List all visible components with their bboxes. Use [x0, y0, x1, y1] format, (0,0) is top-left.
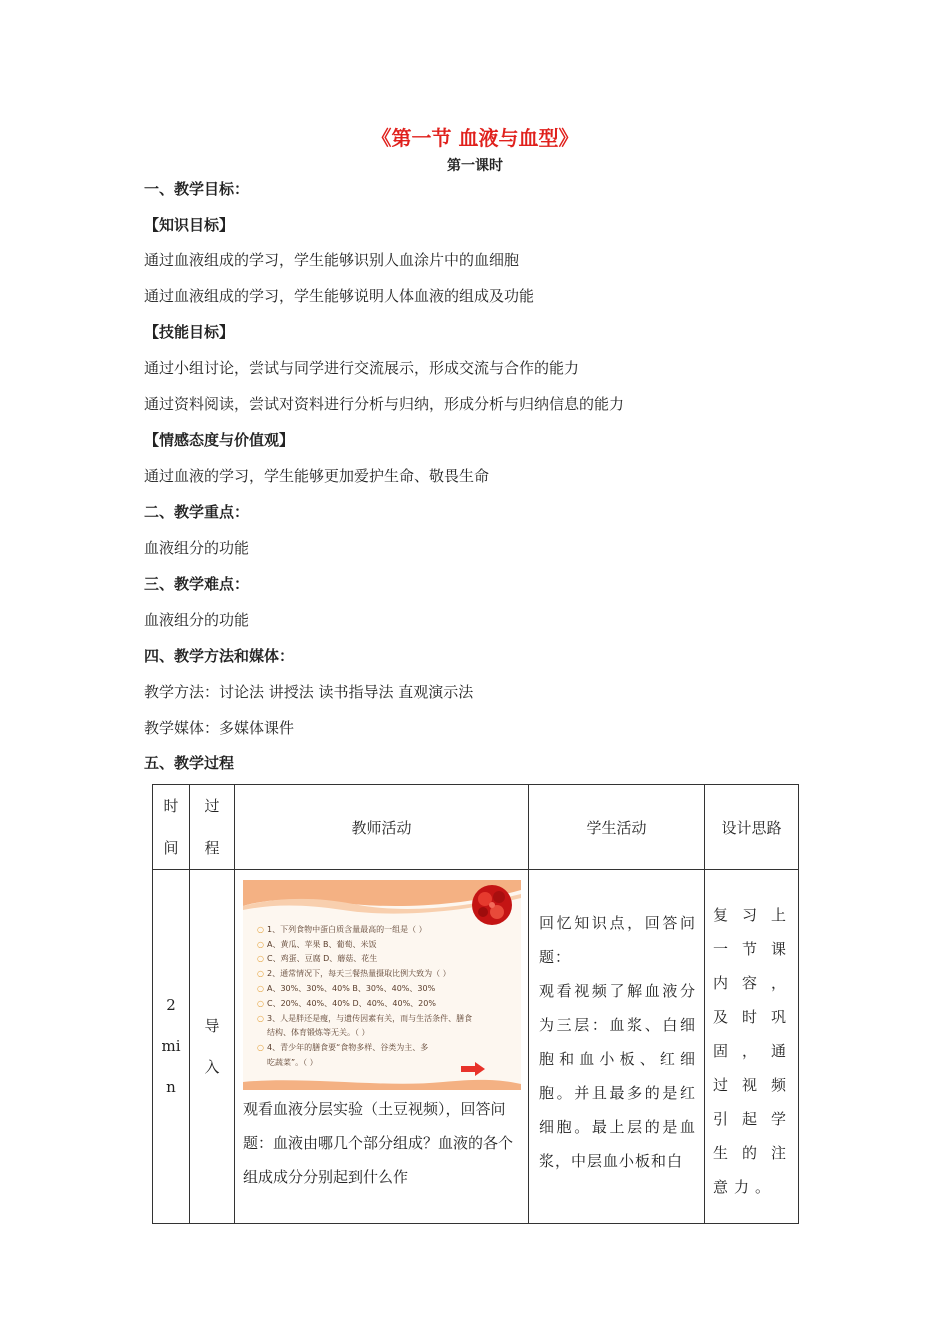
- slide-option-2a: ○ A、30%、30%、40% B、30%、40%、30%: [257, 984, 436, 993]
- header-stage-char-2: 程: [204, 839, 220, 857]
- header-design: 设计思路: [705, 785, 799, 870]
- header-stage: [190, 785, 235, 870]
- teacher-activity-text: 观看血液分层实验（土豆视频），回答问题：血液由哪几个部分组成？血液的各个组成成分分别起到什么作: [243, 1100, 514, 1186]
- difficulty-heading: 三、教学难点：: [144, 575, 250, 593]
- slide-question-1: ○ 1、下列食物中蛋白质含量最高的一组是（ ）: [257, 925, 427, 934]
- difficulty-item: 血液组分的功能: [144, 611, 250, 629]
- slide-question-4: ○ 4、青少年的膳食要“食物多样、谷类为主、多: [257, 1043, 429, 1052]
- row-time-line-3: n: [166, 1078, 176, 1096]
- slide-question-2: ○ 2、通常情况下，每天三餐热量摄取比例大致为（ ）: [257, 969, 451, 978]
- slide-question-3-cont: 结构、体育锻炼等无关。（ ）: [267, 1028, 370, 1037]
- skill-heading: 【技能目标】: [144, 323, 235, 341]
- row-stage-char-2: 入: [204, 1057, 220, 1076]
- skill-item-2: 通过资料阅读，尝试对资料进行分析与归纳，形成分析与归纳信息的能力: [144, 395, 625, 413]
- row-design-rationale: [705, 870, 799, 1224]
- header-stage-char-1: 过: [204, 797, 220, 815]
- table-header-row: [153, 785, 799, 870]
- slide-option-2c: ○ C、20%、40%、40% D、40%、40%、20%: [257, 999, 436, 1008]
- slide-question-3: ○ 3、人是胖还是瘦，与遗传因素有关，而与生活条件、膳食: [257, 1014, 473, 1023]
- blood-cell-icon: [469, 882, 515, 928]
- document-subtitle: 第一课时: [447, 158, 503, 174]
- header-time: [153, 785, 190, 870]
- knowledge-item-2: 通过血液组成的学习，学生能够说明人体血液的组成及功能: [144, 287, 535, 305]
- table-row: [153, 870, 799, 1224]
- slide-wave-bottom: [243, 1076, 521, 1090]
- review-slide-image: [243, 880, 521, 1090]
- student-activity-line-2: 观看视频了解血液分为三层：血浆、白细胞和血小板、红细胞。并且最多的是红细胞。最上层的是血浆，中层血小板和白: [539, 982, 696, 1170]
- student-activity-line-1: 回忆知识点，回答问题：: [539, 914, 696, 966]
- slide-option-1a: ○ A、黄瓜、苹果 B、葡萄、米饭: [257, 940, 377, 949]
- row-student-activity: [529, 870, 705, 1224]
- process-heading: 五、教学过程: [144, 754, 235, 772]
- knowledge-heading: 【知识目标】: [144, 216, 235, 234]
- knowledge-item-1: 通过血液组成的学习，学生能够识别人血涂片中的血细胞: [144, 251, 520, 269]
- method-heading: 四、教学方法和媒体：: [144, 647, 295, 665]
- skill-item-1: 通过小组讨论，尝试与同学进行交流展示，形成交流与合作的能力: [144, 359, 580, 377]
- row-teacher-activity: [235, 870, 529, 1224]
- next-arrow-icon: [461, 1062, 485, 1076]
- method-item: 教学方法：讨论法 讲授法 读书指导法 直观演示法: [144, 683, 474, 701]
- goal-heading: 一、教学目标：: [144, 180, 250, 198]
- media-item: 教学媒体：多媒体课件: [144, 719, 295, 737]
- header-student: 学生活动: [529, 785, 705, 870]
- process-table: [152, 784, 799, 1224]
- slide-question-4-cont: 吃蔬菜”。（ ）: [267, 1058, 318, 1067]
- emotion-heading: 【情感态度与价值观】: [144, 431, 295, 449]
- key-points-heading: 二、教学重点：: [144, 503, 250, 521]
- row-stage-char-1: 导: [204, 1016, 220, 1035]
- row-time-line-2: mi: [161, 1037, 181, 1055]
- emotion-item-1: 通过血液的学习，学生能够更加爱护生命、敬畏生命: [144, 467, 490, 485]
- row-time-line-1: 2: [166, 996, 176, 1014]
- row-stage: [190, 870, 235, 1224]
- student-activity-text: [529, 870, 704, 1178]
- header-teacher: 教师活动: [235, 785, 529, 870]
- slide-option-1c: ○ C、鸡蛋、豆腐 D、蘑菇、花生: [257, 954, 378, 963]
- header-time-char-1: 时: [163, 797, 179, 815]
- key-points-item: 血液组分的功能: [144, 539, 250, 557]
- design-rationale-text: 复习上一节课内容，及时巩固，通过视频引起学生的注意力。: [713, 906, 792, 1196]
- header-time-char-2: 间: [163, 839, 179, 857]
- document-title: 《第一节 血液与血型》: [371, 126, 579, 150]
- row-time: [153, 870, 190, 1224]
